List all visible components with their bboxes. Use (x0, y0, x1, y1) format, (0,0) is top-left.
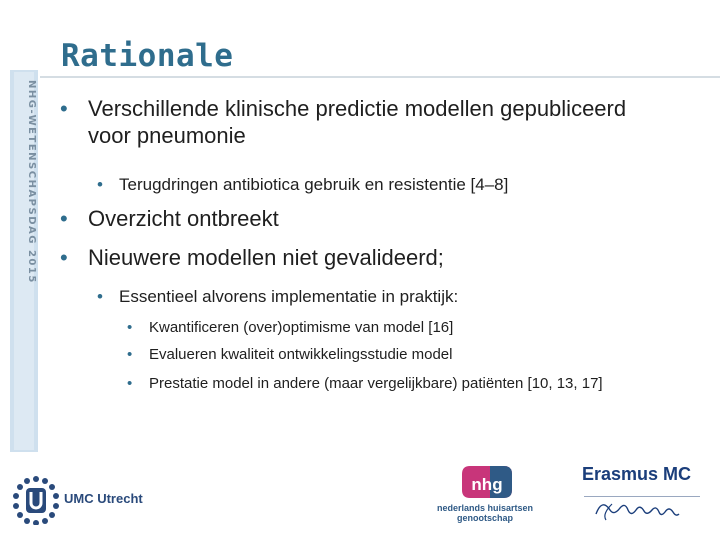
bullet-dot: • (127, 319, 133, 336)
bullet-text: Essentieel alvorens implementatie in praktijk: (119, 287, 459, 306)
bullet-dot: • (97, 287, 103, 306)
nhg-logo (430, 460, 540, 530)
bullet-item (97, 287, 719, 308)
nhg-mark: nhg (471, 475, 503, 494)
bullet-item (127, 346, 669, 364)
side-label: NHG-WETENSCHAPSDAG 2015 (26, 80, 37, 284)
bullet-item (60, 96, 648, 150)
nhg-label-line1: nederlands huisartsen (436, 503, 534, 513)
bullet-text: Overzicht ontbreekt (88, 206, 279, 231)
nhg-label-line2: genootschap (456, 512, 513, 523)
bullet-text: Evalueren kwaliteit ontwikkelingsstudie model (149, 346, 453, 363)
bullet-dot: • (97, 175, 103, 194)
umc-logo (12, 475, 152, 525)
bullet-dot: • (60, 96, 68, 121)
bullet-dot: • (60, 245, 68, 270)
umc-u-logo-icon (12, 475, 60, 525)
bullet-text: Kwantificeren (over)optimisme van model [16] (149, 319, 454, 336)
bullet-dot: • (60, 206, 68, 231)
bullet-text: Verschillende klinische predictie modellen gepubliceerd voor pneumonie (88, 96, 627, 148)
nhg-label (430, 504, 540, 524)
bullet-dot: • (127, 375, 133, 392)
umc-label: UMC Utrecht (64, 491, 143, 506)
bullet-item (127, 375, 631, 393)
title-divider (40, 76, 720, 78)
bullet-item (60, 245, 688, 272)
erasmus-logo (582, 464, 702, 524)
bullet-text: Prestatie model in andere (maar vergelijkbare) patiënten [10, 13, 17] (149, 375, 603, 392)
bullet-dot: • (127, 346, 133, 363)
erasmus-label: Erasmus MC (582, 464, 692, 484)
slide-title: Rationale (61, 38, 234, 74)
erasmus-signature-icon (582, 492, 702, 524)
bullet-text: Nieuwere modellen niet gevalideerd; (88, 245, 444, 270)
bullet-item (127, 319, 669, 337)
nhg-logo-icon (430, 460, 540, 504)
erasmus-tagline-bar (584, 486, 700, 490)
bullet-text: Terugdringen antibiotica gebruik en resistentie [4–8] (119, 175, 509, 194)
bullet-item (97, 175, 719, 196)
bullet-item (60, 206, 688, 233)
